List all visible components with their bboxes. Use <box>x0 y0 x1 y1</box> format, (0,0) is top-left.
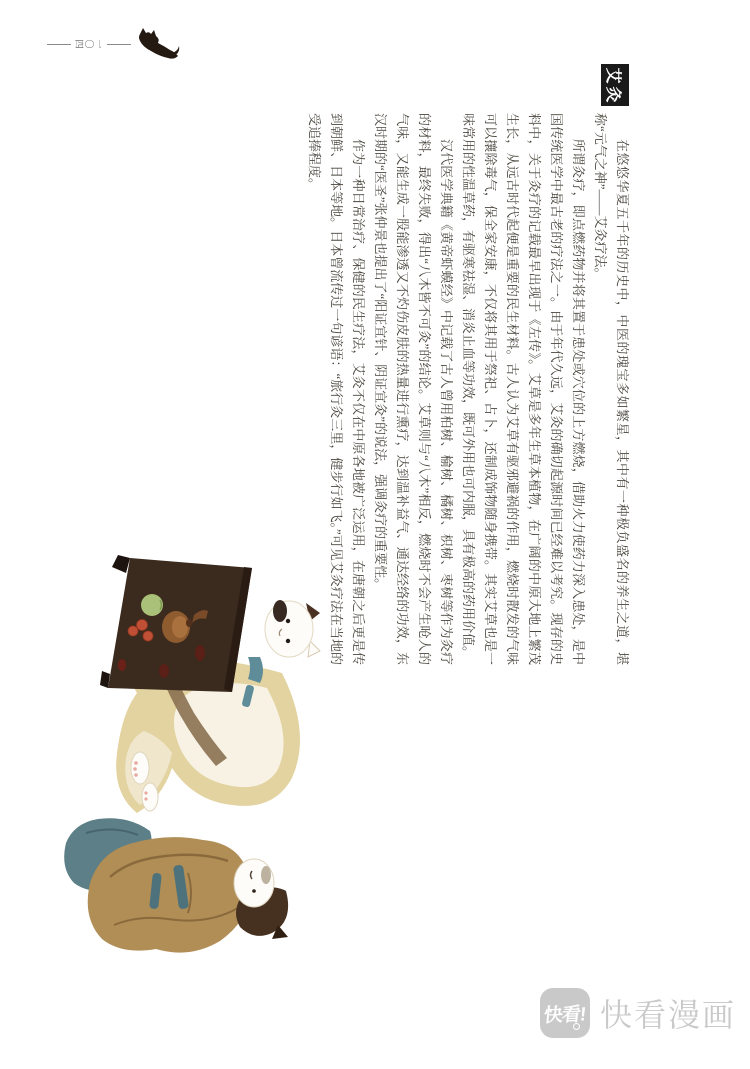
illustration-cat-at-offering-table <box>100 553 322 821</box>
cat-head <box>265 600 320 657</box>
divider-line-bottom <box>47 44 71 45</box>
table-red-mark <box>118 659 126 671</box>
paragraph-origin: 所谓灸疗，即点燃药物并将其置于患处或穴位的上方燃烧，借助火力使药力深入患处，是中国传统医学中最古老的疗法之一。由于年代久远，艾灸的确切起源时间已经难以考究。现存的史料中，关于灸疗的记载最早出现于《左传》。艾草是多年生草本植物，在广阔的中原大地上繁茂生长，从远古时代起便是重要的民生材料。古人认为艾草有驱邪避祸的作用，燃烧时散发的气味可以攘除毒气，保全家安康，不仅将其用于祭祀、占卜，还制成饰物随身携带。其实艾草也是一味常用的性温草药，有驱寒祛湿、消炎止血等功效，既可外用也可内服，具有极高的药用价值。 <box>461 113 586 665</box>
divider-line-top <box>107 44 131 45</box>
paragraph-intro: 在悠悠华夏五千年的历史中，中医的瑰宝多如繁星，其中有一种极负盛名的养生之道，堪称“元气之神”——艾灸疗法。 <box>593 113 630 665</box>
table-red-mark <box>159 664 169 678</box>
kuaikan-app-icon <box>540 988 590 1038</box>
chapter-title-badge: 艾灸 <box>601 64 629 106</box>
illustration-robed-cat <box>58 813 298 978</box>
kuaikan-brand-text: 快看漫画 <box>600 997 737 1033</box>
green-fruit <box>141 594 163 616</box>
kuaikan-icon-label: 快看! <box>543 1003 587 1027</box>
tan-robe <box>88 837 250 952</box>
table-red-mark <box>195 645 205 661</box>
page-number-block <box>44 27 180 61</box>
article-text <box>303 113 633 665</box>
camera-lens-icon <box>573 1023 580 1030</box>
paragraph-spread: 作为一种日常治疗、保健的民生疗法，艾灸不仅在中原各地被广泛运用，在唐朝之后更是传到朝鲜、日本等地。日本曾流传过一句谚语：“旅行灸三里，健步行如飞。”可见艾灸疗法在当地的受追捧程度。 <box>307 113 366 665</box>
page-number: 一〇四 <box>74 38 104 49</box>
cat-figure-head <box>234 859 288 939</box>
black-cat-silhouette-icon <box>134 27 180 61</box>
black-cat-silhouette-icon <box>134 27 180 61</box>
kuaikan-watermark <box>540 988 736 1038</box>
paragraph-mugwort: 汉代医学典籍《黄帝虾蟆经》中记载了古人曾用柏树、榆树、橘树、枳树、枣树等作为灸疗的材料，最终失败，得出“八木皆不可灸”的结论。艾草则与“八木”相反，燃烧时不会产生呛人的气味，又能生成一股能渗透又不灼伤皮肤的热量进行熏疗，达到温补益气、通达经络的功效，东汉时期的“医圣”张仲景也提出了“阳证宜针、阴证宜灸”的说法，强调灸疗的重要性。 <box>373 113 454 665</box>
